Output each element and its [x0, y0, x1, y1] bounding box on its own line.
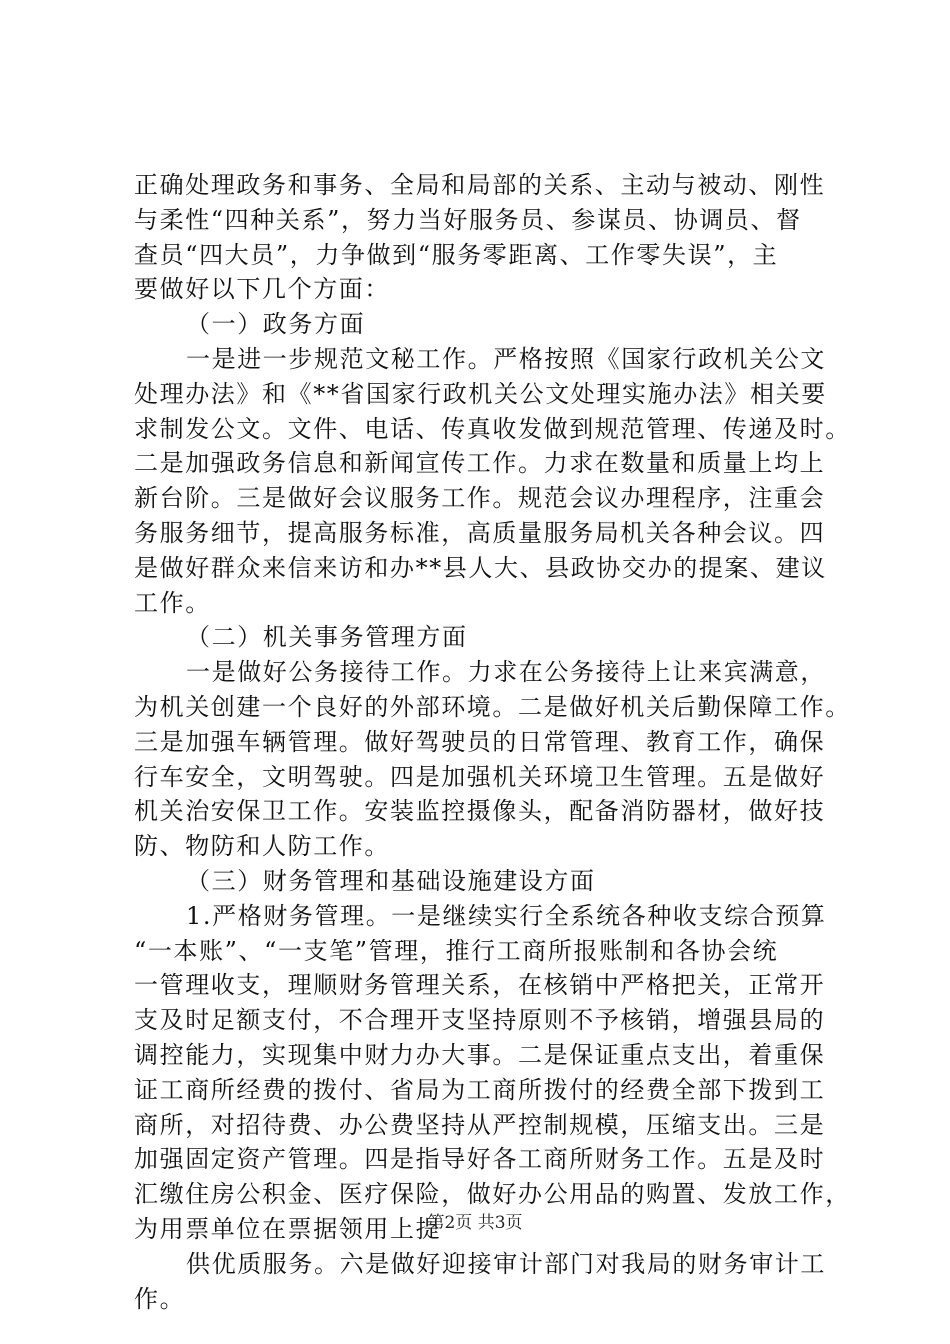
text-line: 处理办法》和《**省国家行政机关公文处理实施办法》相关要 — [134, 379, 827, 408]
text-line: 加强固定资产管理。四是指导好各工商所财务工作。五是及时 — [134, 1145, 826, 1174]
text-line: 查员“四大员”，力争做到“服务零距离、工作零失误”，主 — [134, 240, 779, 269]
text-line: 机关治安保卫工作。安装监控摄像头，配备消防器材，做好技 — [134, 797, 826, 826]
section-heading: （二）机关事务管理方面 — [186, 623, 468, 652]
text-line: 为机关创建一个良好的外部环境。二是做好机关后勤保障工作。 — [134, 692, 851, 721]
text-line: 商所，对招待费、办公费坚持从严控制规模，压缩支出。三是 — [134, 1110, 826, 1139]
text-line: 为用票单位在票据领用上提 — [134, 1214, 442, 1243]
text-line: 是做好群众来信来访和办**县人大、县政协交办的提案、建议 — [134, 553, 827, 582]
document-body — [134, 168, 851, 1316]
text-line: 证工商所经费的拨付、省局为工商所拨付的经费全部下拨到工 — [134, 1075, 826, 1104]
section-heading: （三）财务管理和基础设施建设方面 — [186, 866, 596, 895]
text-line: 正确处理政务和事务、全局和局部的关系、主动与被动、刚性 — [134, 171, 826, 199]
text-line: 1.严格财务管理。一是继续实行全系统各种收支综合预算 — [186, 901, 827, 930]
text-line: 工作。 — [134, 588, 211, 617]
text-line: 供优质服务。六是做好迎接审计部门对我局的财务审计工 — [186, 1249, 826, 1278]
text-line: 与柔性“四种关系”，努力当好服务员、参谋员、协调员、督 — [134, 205, 802, 234]
text-line: 二是加强政务信息和新闻宣传工作。力求在数量和质量上均上 — [134, 449, 826, 478]
text-line: “一本账”、“一支笔”管理，推行工商所报账制和各协会统 — [134, 936, 779, 965]
section-heading: （一）政务方面 — [186, 310, 366, 339]
text-line: 行车安全，文明驾驶。四是加强机关环境卫生管理。五是做好 — [134, 762, 826, 791]
text-line: 作。 — [134, 1284, 186, 1313]
text-line: 求制发公文。文件、电话、传真收发做到规范管理、传递及时。 — [134, 414, 851, 443]
text-line: 一是做好公务接待工作。力求在公务接待上让来宾满意， — [186, 658, 826, 687]
text-line: 一管理收支，理顺财务管理关系，在核销中严格把关，正常开 — [134, 971, 826, 1000]
text-line: 要做好以下几个方面： — [134, 275, 390, 304]
text-line: 防、物防和人防工作。 — [134, 832, 390, 861]
text-line: 务服务细节，提高服务标准，高质量服务局机关各种会议。四 — [134, 518, 826, 547]
text-line: 汇缴住房公积金、医疗保险，做好办公用品的购置、发放工作， — [134, 1180, 851, 1209]
text-line: 新台阶。三是做好会议服务工作。规范会议办理程序，注重会 — [134, 484, 826, 513]
text-line: 一是进一步规范文秘工作。严格按照《国家行政机关公文 — [186, 344, 826, 373]
text-line: 调控能力，实现集中财力办大事。二是保证重点支出，着重保 — [134, 1040, 826, 1069]
text-line: 支及时足额支付，不合理开支坚持原则不予核销，增强县局的 — [134, 1006, 826, 1035]
page-number-footer: 第2页 共3页 — [427, 1213, 523, 1233]
text-line: 三是加强车辆管理。做好驾驶员的日常管理、教育工作，确保 — [134, 727, 826, 756]
